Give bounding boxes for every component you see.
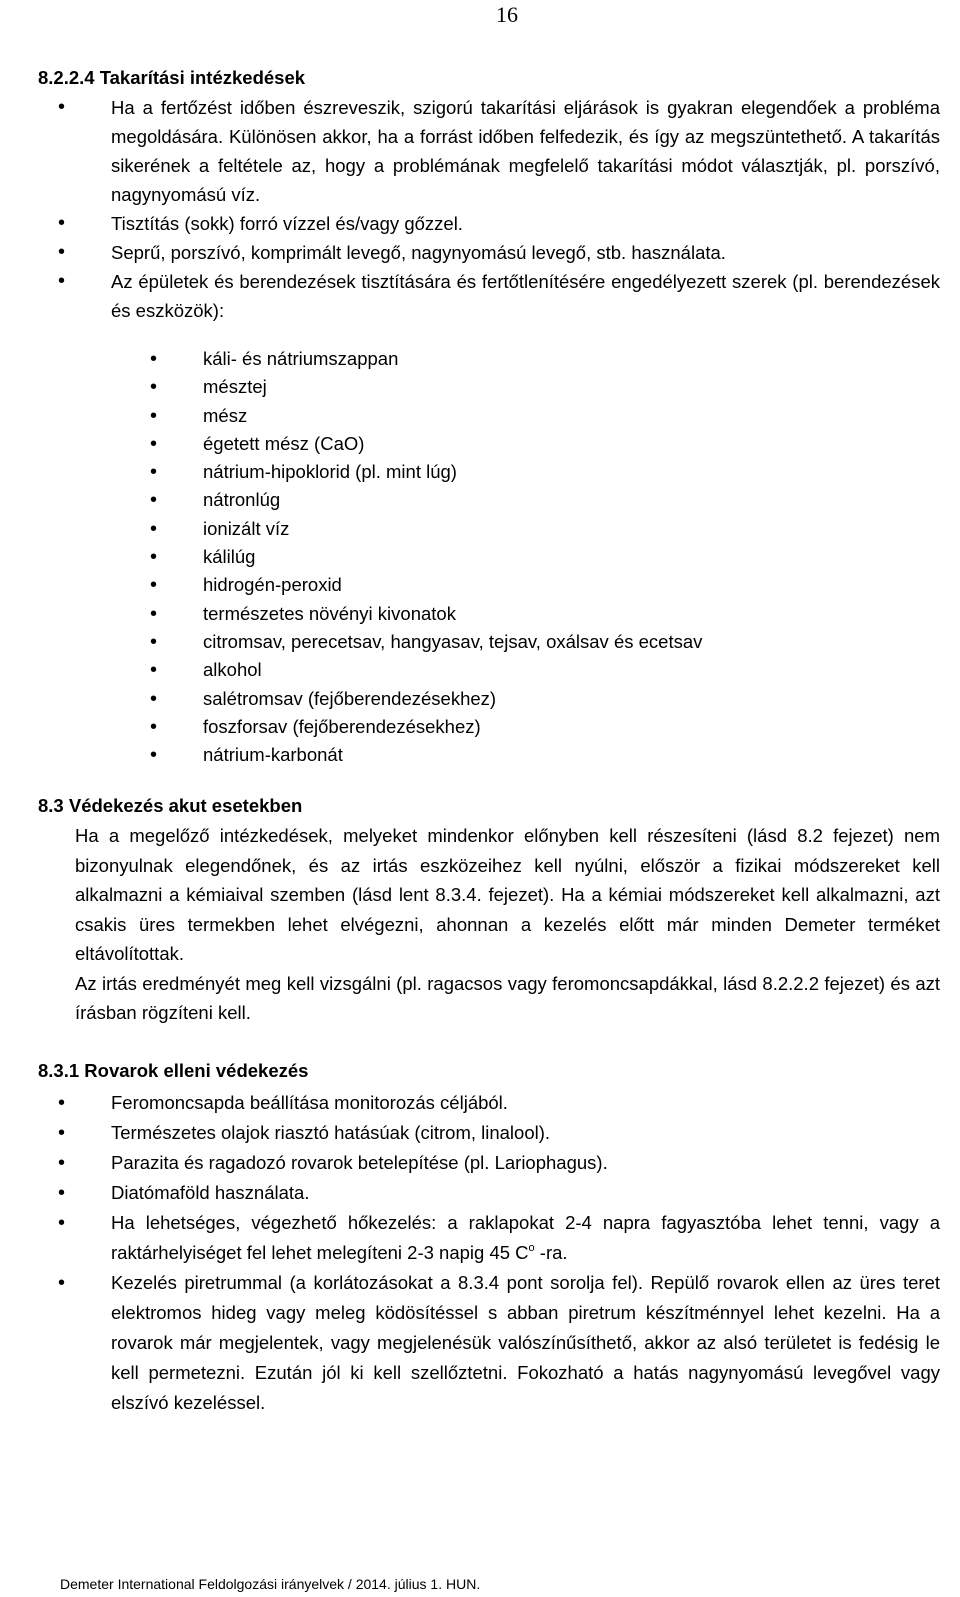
list-item: • Seprű, porszívó, komprimált levegő, nagynyomású levegő, stb. használata. <box>0 238 960 267</box>
list-item: • Ha a fertőzést időben észreveszik, szigorú takarítási eljárások is gyakran elegendőek a probléma megoldására. Különösen akkor, ha a forrást időben felfedezik, és így az megszüntethető. A takarítás sikerének a feltétele az, hogy a problémának megfelelő takarítási módot választják, pl. porszívó, nagynyomású víz. <box>0 93 960 209</box>
list-item-heat-treatment <box>0 1208 960 1268</box>
list-item: • Parazita és ragadozó rovarok betelepítése (pl. Lariophagus). <box>0 1148 960 1178</box>
degree-superscript: o <box>528 1242 535 1254</box>
list-item: • káli- és nátriumszappan <box>0 345 960 373</box>
list-item: • égetett mész (CaO) <box>0 430 960 458</box>
section-acute-defense <box>0 794 960 1028</box>
list-item: • nátrium-hipoklorid (pl. mint lúg) <box>0 458 960 486</box>
section-insect-defense <box>0 1059 960 1418</box>
approved-agents-list <box>0 345 960 769</box>
list-item: • Kezelés piretrummal (a korlátozásokat a 8.3.4 pont sorolja fel). Repülő rovarok ellen az üres teret elektromos hideg vagy meleg ködösítéssel s abban piretrum készítménnyel lehet kezelni. Ha a rovarok már megjelentek, vagy megjelenésük valószínűsíthető, akkor az alsó területet is fedésig le kell permetezni. Ezután jól ki kell szellőztetni. Fokozható a hatás nagynyomású levegővel vagy elszívó kezeléssel. <box>0 1268 960 1418</box>
page-number: 16 <box>496 2 518 27</box>
heat-text-end: -ra. <box>534 1242 568 1263</box>
section-heading: 8.2.2.4 Takarítási intézkedések <box>38 67 306 88</box>
list-item: • Természetes olajok riasztó hatásúak (citrom, linalool). <box>0 1118 960 1148</box>
list-item: • ionizált víz <box>0 515 960 543</box>
cleaning-list <box>0 93 960 325</box>
section-cleaning-measures <box>0 66 960 325</box>
list-item: • mész <box>0 402 960 430</box>
list-item: • foszforsav (fejőberendezésekhez) <box>0 713 960 741</box>
paragraph: Ha a megelőző intézkedések, melyeket mindenkor előnyben kell részesíteni (lásd 8.2 fejezet) nem bizonyulnak elegendőnek, és az irtás eszközeihez kell nyúlni, először a fizikai módszereket kell alkalmazni a kémiaival szemben (lásd lent 8.3.4. fejezet). Ha a kémiai módszereket kell alkalmazni, azt csakis üres termekben lehet elvégezni, ahonnan a kezelés előtt már minden Demeter terméket eltávolítottak. <box>75 825 940 964</box>
section-heading: 8.3 Védekezés akut esetekben <box>38 795 303 816</box>
section-heading: 8.3.1 Rovarok elleni védekezés <box>38 1060 309 1081</box>
list-item: • természetes növényi kivonatok <box>0 600 960 628</box>
list-item: • Feromoncsapda beállítása monitorozás céljából. <box>0 1088 960 1118</box>
list-item: • nátrium-karbonát <box>0 741 960 769</box>
list-item: • kálilúg <box>0 543 960 571</box>
list-item: • Az épületek és berendezések tisztítására és fertőtlenítésére engedélyezett szerek (pl. berendezések és eszközök): <box>0 267 960 325</box>
list-item: • salétromsav (fejőberendezésekhez) <box>0 685 960 713</box>
list-item: • hidrogén-peroxid <box>0 571 960 599</box>
paragraph: Az irtás eredményét meg kell vizsgálni (pl. ragacsos vagy feromoncsapdákkal, lásd 8.2.2.2 fejezet) és azt írásban rögzíteni kell. <box>75 972 940 1023</box>
list-item: • Diatómaföld használata. <box>0 1178 960 1208</box>
list-item: • alkohol <box>0 656 960 684</box>
heat-text: Ha lehetséges, végezhető hőkezelés: a raklapokat 2-4 napra fagyasztóba lehet tenni, vagy a raktárhelyiséget fel lehet melegíteni 2-3 napig 45 C <box>111 1212 940 1263</box>
page-footer: Demeter International Feldolgozási irányelvek / 2014. július 1. HUN. <box>60 1576 481 1592</box>
insect-defense-list <box>0 1088 960 1418</box>
list-item: • Tisztítás (sokk) forró vízzel és/vagy gőzzel. <box>0 209 960 238</box>
list-item: • citromsav, perecetsav, hangyasav, tejsav, oxálsav és ecetsav <box>0 628 960 656</box>
list-item: • nátronlúg <box>0 486 960 514</box>
list-item: • mésztej <box>0 373 960 401</box>
